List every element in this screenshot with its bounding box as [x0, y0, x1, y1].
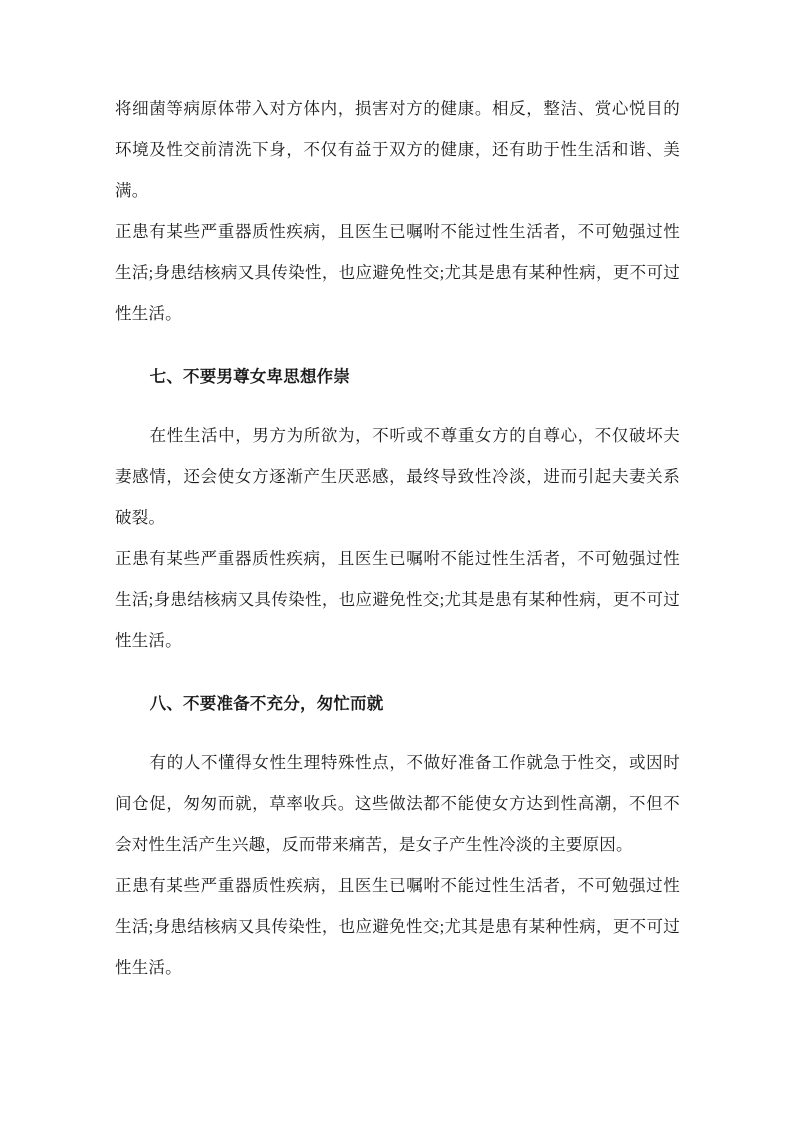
paragraph-5: 有的人不懂得女性生理特殊性点，不做好准备工作就急于性交，或因时间仓促，匆匆而就，草率收兵。这些做法都不能使女方达到性高潮，不但不会对性生活产生兴趣，反而带来痛苦，是女子产生性冷淡的主要原因。: [115, 753, 680, 854]
paragraph-1: 将细菌等病原体带入对方体内，损害对方的健康。相反，整洁、赏心悦目的环境及性交前清洗下身，不仅有益于双方的健康，还有助于性生活和谐、美满。: [115, 99, 680, 200]
paragraph-4: 正患有某些严重器质性疾病，且医生已嘱咐不能过性生活者，不可勉强过性生活;身患结核病又具传染性，也应避免性交;尤其是患有某种性病，更不可过性生活。: [115, 549, 680, 650]
document-body: [115, 88, 680, 988]
spacer: [115, 661, 680, 683]
spacer: [115, 334, 680, 356]
section-heading-seven: 七、不要男尊女卑思想作崇: [149, 367, 351, 386]
paragraph-6: 正患有某些严重器质性疾病，且医生已嘱咐不能过性生活者，不可勉强过性生活;身患结核病又具传染性，也应避免性交;尤其是患有某种性病，更不可过性生活。: [115, 876, 680, 977]
paragraph-2: 正患有某些严重器质性疾病，且医生已嘱咐不能过性生活者，不可勉强过性生活;身患结核病又具传染性，也应避免性交;尤其是患有某种性病，更不可过性生活。: [115, 222, 680, 323]
spacer: [115, 397, 680, 415]
section-heading-eight: 八、不要准备不充分，匆忙而就: [149, 694, 384, 713]
paragraph-3: 在性生活中，男方为所欲为，不听或不尊重女方的自尊心，不仅破坏夫妻感情，还会使女方逐渐产生厌恶感，最终导致性冷淡，进而引起夫妻关系破裂。: [115, 426, 680, 527]
spacer: [115, 724, 680, 742]
